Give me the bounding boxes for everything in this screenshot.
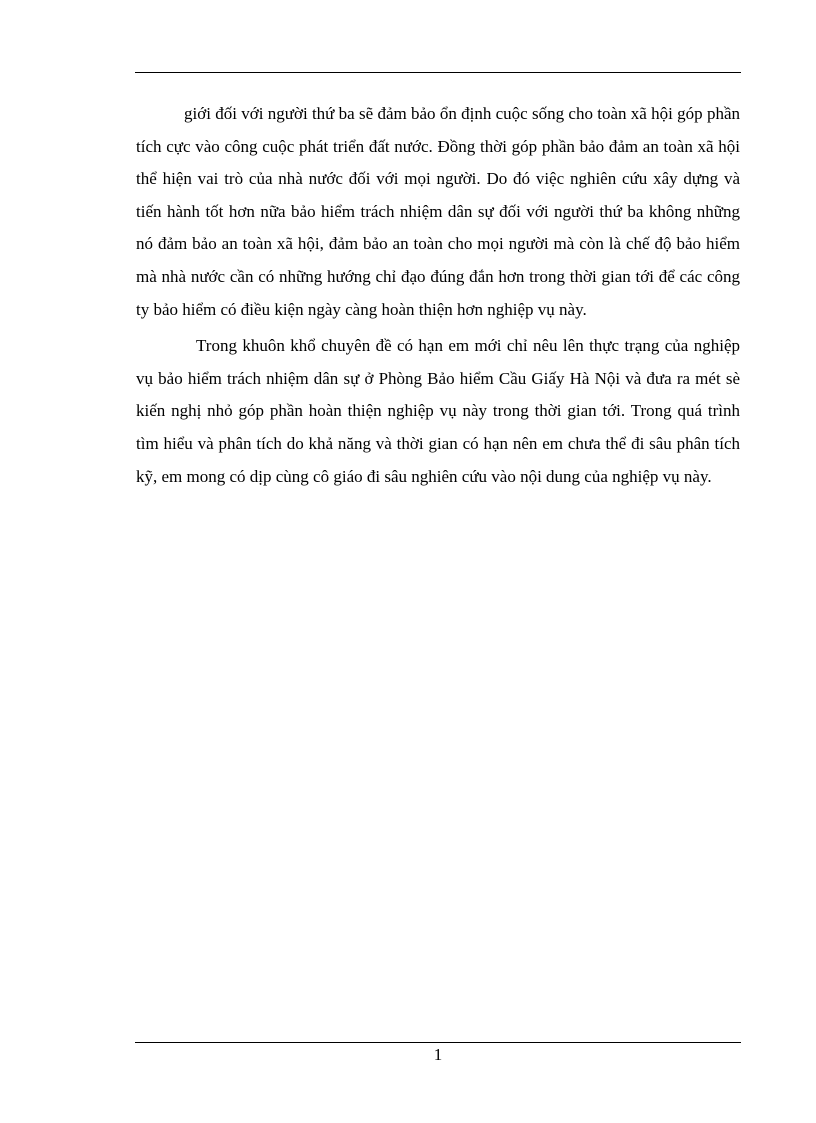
page-number: 1 bbox=[433, 1045, 443, 1064]
header-rule bbox=[135, 72, 741, 73]
paragraph-1: giới đối với người thứ ba sẽ đảm bảo ổn định cuộc sống cho toàn xã hội góp phần tích cực vào công cuộc phát triển đất nước. Đồng thời góp phần bảo đảm an toàn xã hội thể hiện vai trò của nhà nước đối với mọi người. Do đó việc nghiên cứu xây dựng và tiến hành tốt hơn nữa bảo hiểm trách nhiệm dân sự đối với người thứ ba không những nó đảm bảo an toàn xã hội, đảm bảo an toàn cho mọi người mà còn là chế độ bảo hiểm mà nhà nước cần có những hướng chỉ đạo đúng đắn hơn trong thời gian tới để các công ty bảo hiểm có điều kiện ngày càng hoàn thiện hơn nghiệp vụ này. bbox=[136, 104, 740, 319]
body-text bbox=[136, 98, 740, 493]
paragraph-2: Trong khuôn khổ chuyên đề có hạn em mới chỉ nêu lên thực trạng của nghiệp vụ bảo hiểm trách nhiệm dân sự ở Phòng Bảo hiểm Cầu Giấy Hà Nội và đưa ra mét sè kiến nghị nhỏ góp phần hoàn thiện nghiệp vụ này trong thời gian tới. Trong quá trình tìm hiểu và phân tích do khả năng và thời gian có hạn nên em chưa thể đi sâu phân tích kỹ, em mong có dịp cùng cô giáo đi sâu nghiên cứu vào nội dung của nghiệp vụ này. bbox=[136, 336, 740, 486]
footer-rule bbox=[135, 1042, 741, 1043]
